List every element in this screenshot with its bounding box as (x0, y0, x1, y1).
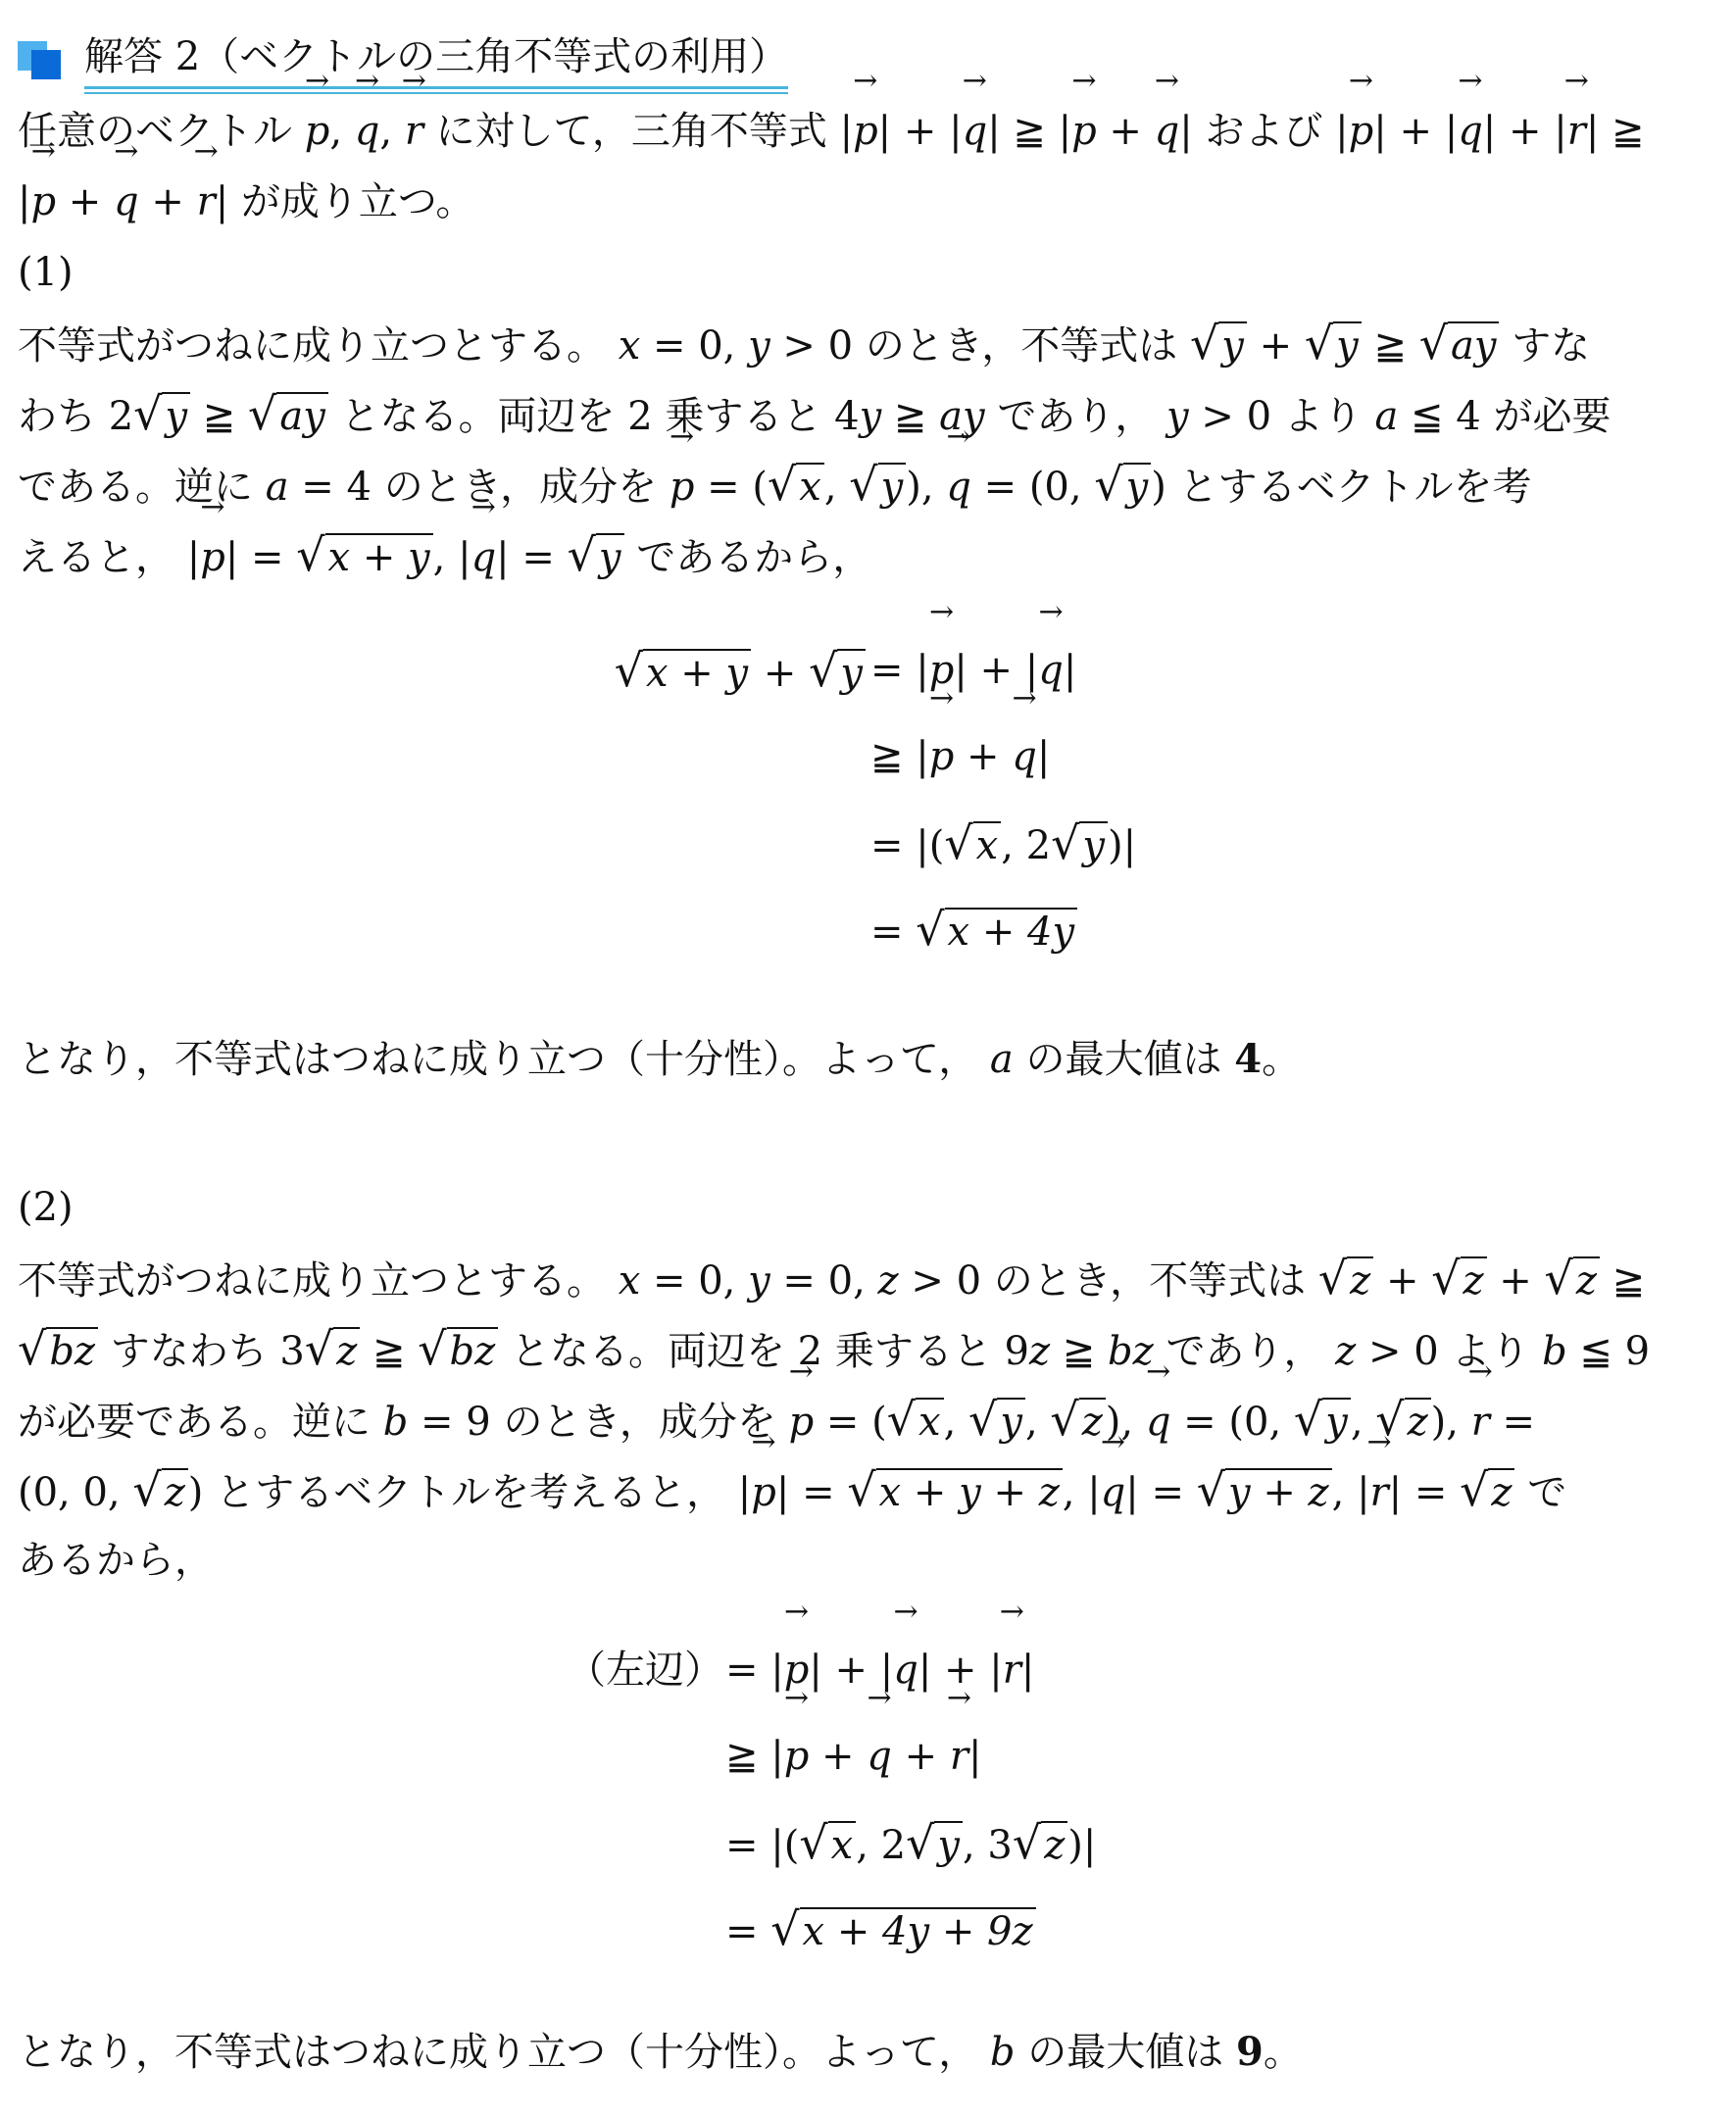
intro-paragraph: 任意のベクトル → p, → q, → r に対して，三角不等式 |→ p| + |→ q| ≧ |→ p + → q| および |→ p| + |→ q| + |→ r| ≧ |→ p + → q + → r| が成り立つ。 (18, 96, 1723, 237)
square-bullet-icon (18, 41, 65, 80)
part2-label: (2) (18, 1185, 74, 1230)
part1-equation: √x + y + √y = |→ p| + |→ q| ≧ |→ p + → q| = |(√x, 2√y)| = √x + 4y (0, 627, 1736, 972)
part2-equation: （左辺） = |→ p| + |→ q| + |→ r| ≧ |→ p + → q + → r| = |(√x, 2√y, 3√z)| = √x + 4y + 9z (0, 1627, 1736, 1972)
part1-conclusion: となり，不等式はつねに成り立つ（十分性）。よって， a の最大値は 4。 (18, 1036, 1302, 1082)
part2-paragraph: 不等式がつねに成り立つとする。 x = 0, y = 0, z > 0 のとき，不等式は √z + √z + √z ≧ √bz すなわち 3√z ≧ √bz となる。両辺を 2 乗すると 9z ≧ bz であり， z > 0 より b ≦ 9 が必要である。逆に b = 9 のとき，成分を → p = (√x, √y, √z), → q = (0, √y, √z), → r = (0, 0, √z) とするベクトルを考えると， |→ p| = √x + y + z, |→ q| = √y + z, |→ r| = √z で あるから， (18, 1243, 1723, 1596)
part2-conclusion: となり，不等式はつねに成り立つ（十分性）。よって， b の最大値は 9。 (18, 2029, 1303, 2075)
section-title: 解答 2（ベクトルの三角不等式の利用） (84, 29, 788, 89)
part1-label: (1) (18, 250, 74, 295)
part1-answer: 4 (1234, 1036, 1263, 1082)
part1-paragraph: 不等式がつねに成り立つとする。 x = 0, y > 0 のとき，不等式は √y + √y ≧ √ay すな わち 2√y ≧ √ay となる。両辺を 2 乗すると 4y ≧ ay であり， y > 0 より a ≦ 4 が必要 である。逆に a = 4 のとき，成分を → p = (√x, √y), → q = (0, √y) とするベクトルを考 えると， |→ p| = √x + y, |→ q| = √y であるから， (18, 308, 1723, 590)
part2-answer: 9 (1235, 2029, 1264, 2075)
